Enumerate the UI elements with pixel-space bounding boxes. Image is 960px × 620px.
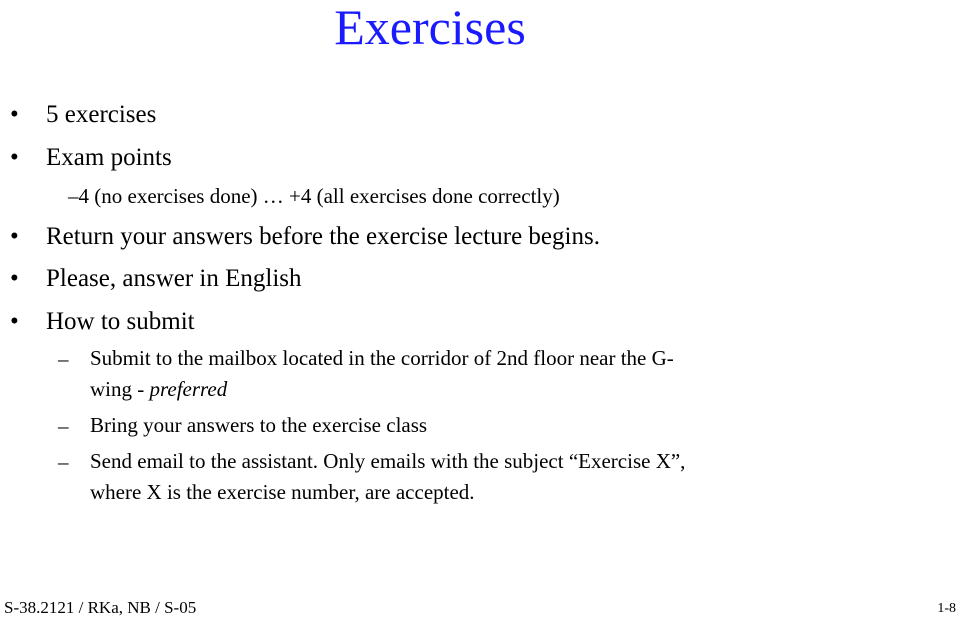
submit-option-class: [90, 410, 427, 441]
bullet-item: [10, 143, 172, 173]
submit-option-text: wing - preferred: [90, 377, 228, 401]
dash-icon: –: [58, 450, 69, 474]
bullet-text: Return your answers before the exercise lecture begins.: [46, 223, 600, 250]
bullet-icon: •: [10, 265, 19, 292]
bullet-text: Please, answer in English: [46, 265, 302, 292]
exam-points-detail: –4 (no exercises done) … +4 (all exercises done correctly): [68, 184, 560, 208]
slide-title: Exercises: [334, 0, 526, 55]
bullet-text: How to submit: [46, 308, 195, 335]
submit-option-text: Submit to the mailbox located in the corridor of 2nd floor near the G-: [90, 346, 674, 370]
submit-option-text: where X is the exercise number, are accepted.: [90, 480, 475, 504]
footer-page-number: 1-8: [937, 601, 956, 616]
bullet-icon: •: [10, 223, 19, 250]
bullet-item: [10, 100, 156, 130]
bullet-item: [10, 222, 600, 252]
dash-icon: –: [58, 347, 69, 371]
bullet-text: Exam points: [46, 144, 172, 171]
footer-course: S-38.2121 / RKa, NB / S-05: [4, 598, 197, 617]
bullet-item: [10, 264, 302, 294]
submit-option-text: Send email to the assistant. Only emails with the subject “Exercise X”,: [90, 449, 686, 473]
bullet-text: 5 exercises: [46, 101, 157, 128]
bullet-icon: •: [10, 101, 19, 128]
dash-icon: –: [58, 414, 69, 438]
bullet-item: [10, 307, 195, 337]
submit-option-mailbox: [90, 343, 674, 405]
submit-option-email: [90, 446, 685, 508]
bullet-icon: •: [10, 144, 19, 171]
submit-option-text: Bring your answers to the exercise class: [90, 413, 428, 437]
bullet-icon: •: [10, 308, 19, 335]
preferred-emphasis: preferred: [149, 377, 228, 401]
